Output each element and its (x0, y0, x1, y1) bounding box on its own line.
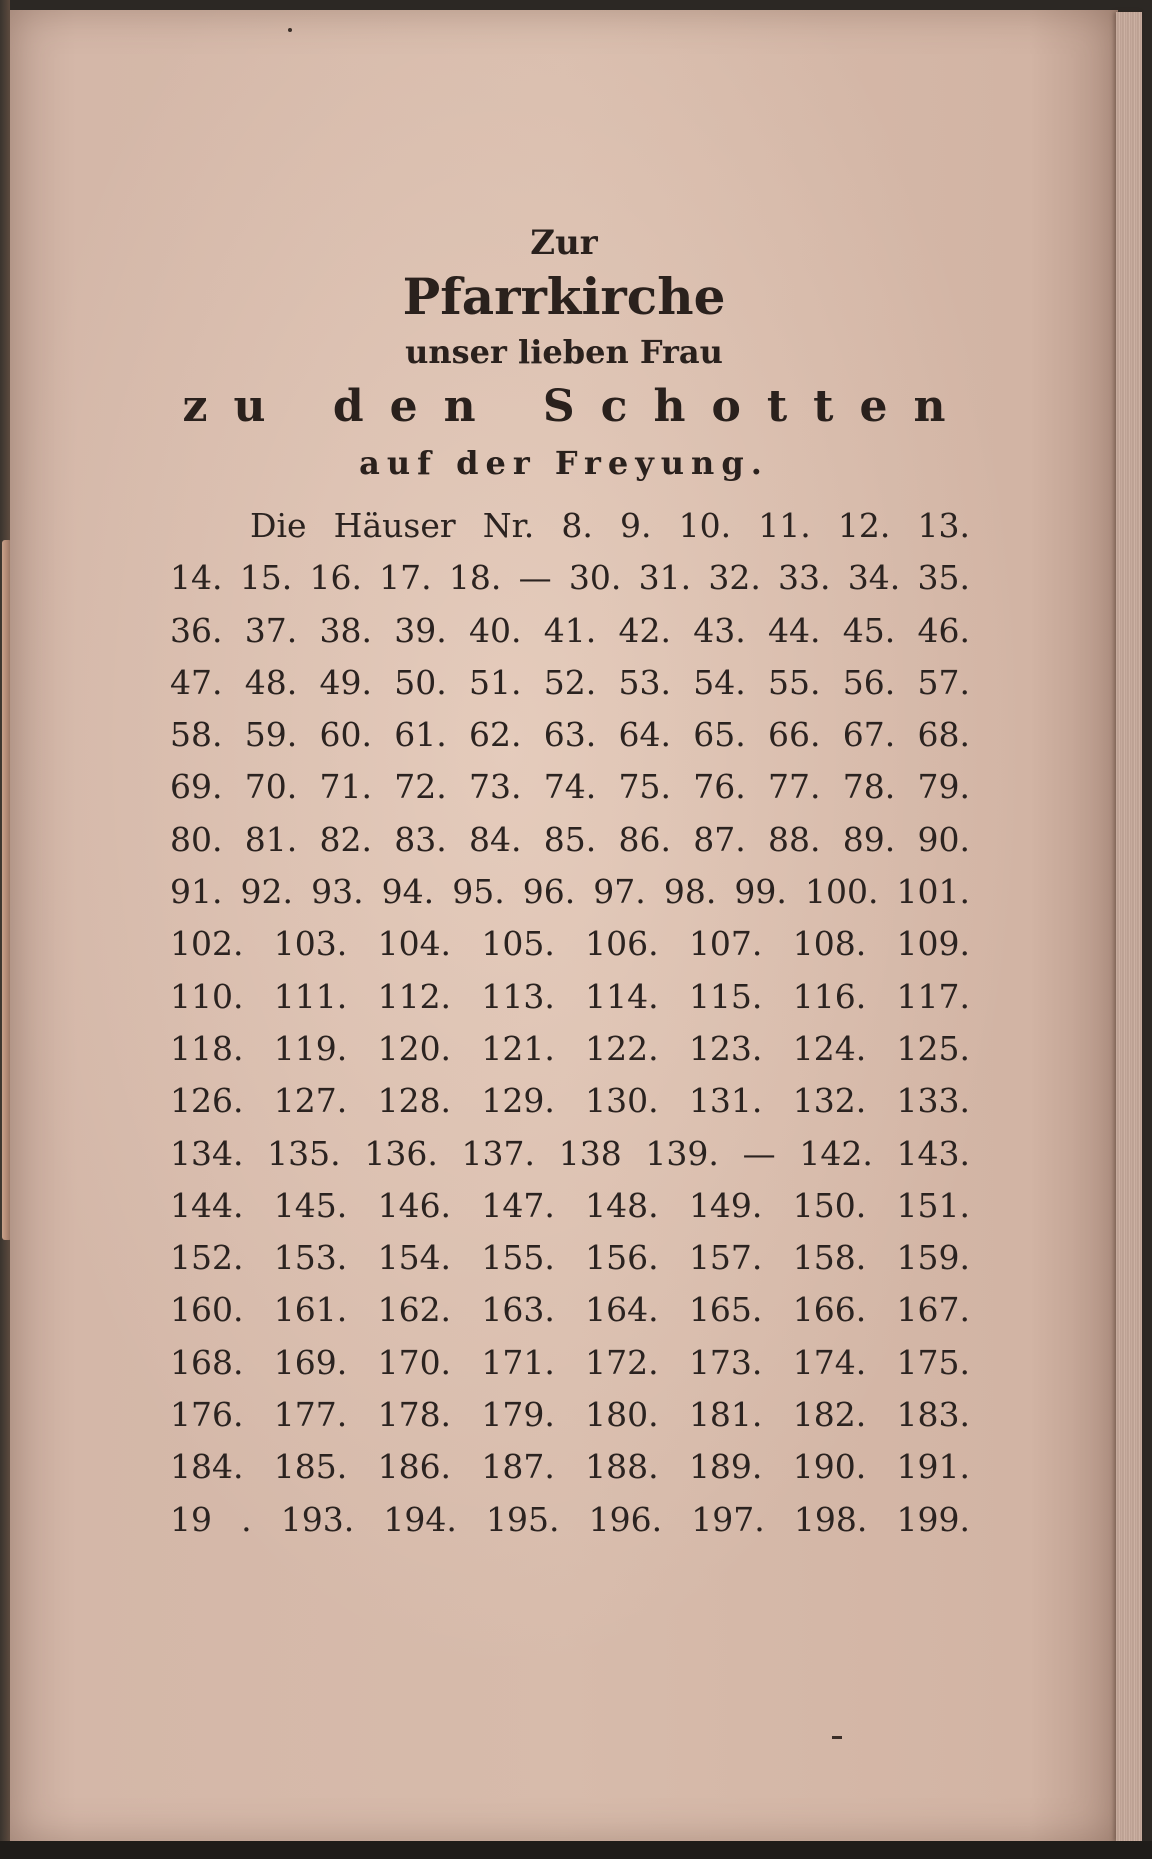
text-line: 168. 169. 170. 171. 172. 173. 174. 175. (170, 1342, 970, 1382)
text-line: 80. 81. 82. 83. 84. 85. 86. 87. 88. 89. 90. (170, 819, 970, 859)
text-line: 176. 177. 178. 179. 180. 181. 182. 183. (170, 1395, 970, 1435)
heading-line-4: zu den Schotten (182, 381, 972, 432)
text-line: 58. 59. 60. 61. 62. 63. 64. 65. 66. 67. 68. (170, 715, 970, 755)
text-line: 152. 153. 154. 155. 156. 157. 158. 159. (170, 1238, 970, 1278)
print-mark (832, 1736, 842, 1739)
page-heading (10, 220, 1118, 488)
text-line: 184. 185. 186. 187. 188. 189. 190. 191. (170, 1447, 970, 1487)
text-line: 144. 145. 146. 147. 148. 149. 150. 151. (170, 1185, 970, 1225)
text-line: Die Häuser Nr. 8. 9. 10. 11. 12. 13. (250, 506, 970, 545)
text-line: 91. 92. 93. 94. 95. 96. 97. 98. 99. 100. 101. (170, 872, 970, 912)
text-line: 126. 127. 128. 129. 130. 131. 132. 133. (170, 1081, 970, 1121)
heading-line-1: Zur (530, 223, 598, 263)
scan-bottom-edge (0, 1841, 1152, 1859)
text-line: 14. 15. 16. 17. 18. — 30. 31. 32. 33. 34. 35. (170, 558, 970, 598)
text-line: 102. 103. 104. 105. 106. 107. 108. 109. (170, 924, 970, 964)
text-line: 160. 161. 162. 163. 164. 165. 166. 167. (170, 1290, 970, 1330)
text-line: 118. 119. 120. 121. 122. 123. 124. 125. (170, 1028, 970, 1068)
heading-line-3: unser lieben Frau (405, 333, 723, 371)
page-stack-edge (1116, 12, 1142, 1842)
text-line: 69. 70. 71. 72. 73. 74. 75. 76. 77. 78. 79. (170, 767, 970, 807)
text-line: 134. 135. 136. 137. 138 139. — 142. 143. (170, 1133, 970, 1173)
heading-line-2: Pfarrkirche (402, 267, 726, 326)
house-number-list (170, 500, 970, 1546)
text-line: 110. 111. 112. 113. 114. 115. 116. 117. (170, 976, 970, 1016)
text-line: 47. 48. 49. 50. 51. 52. 53. 54. 55. 56. 57. (170, 662, 970, 702)
text-line: 36. 37. 38. 39. 40. 41. 42. 43. 44. 45. 46. (170, 610, 970, 650)
heading-line-5: auf der Freyung. (359, 444, 769, 482)
text-line: 19 . 193. 194. 195. 196. 197. 198. 199. (170, 1499, 970, 1539)
book-page (10, 10, 1118, 1842)
print-mark (288, 28, 292, 32)
